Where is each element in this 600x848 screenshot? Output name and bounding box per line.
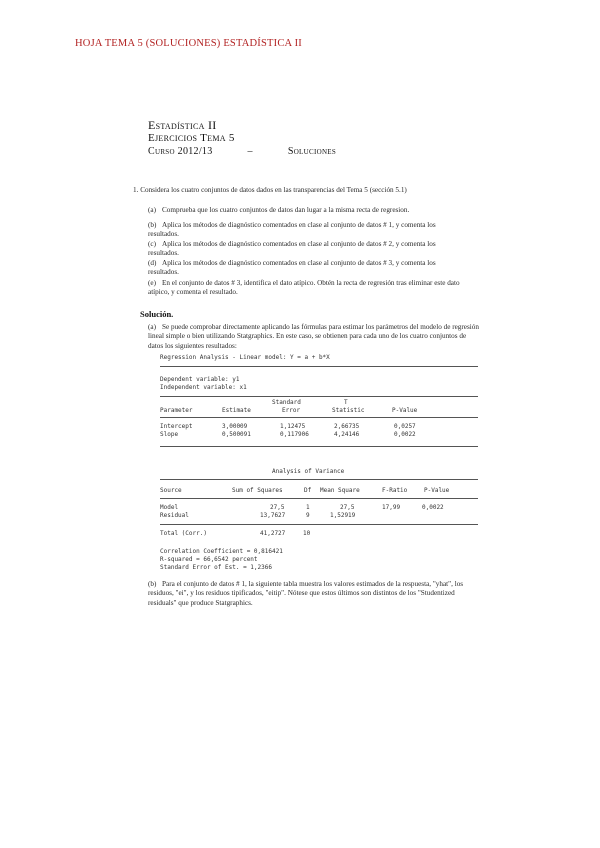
col-error: Error (282, 407, 301, 414)
item-label: (d) (148, 259, 157, 267)
table-row (160, 431, 478, 439)
solution-b (148, 580, 483, 608)
question-1: 1. Considera los cuatro conjuntos de datos dados en las transparencias del Tema 5 (sección 5.1) (133, 186, 407, 194)
table-row-total (160, 530, 478, 538)
anova-header (160, 487, 478, 495)
item-text: En el conjunto de datos # 3, identifica el dato atípico. Obtén la recta de regresión tras eliminar este dato atípico, y comenta el resultado. (148, 279, 460, 297)
coef-header (160, 407, 478, 415)
cell-ss: 41,2727 (260, 530, 286, 537)
stat-rsquared: R-squared = 66,6542 percent (160, 556, 258, 563)
question-item-c (148, 240, 468, 259)
solution-a-label: (a) (148, 323, 156, 331)
cell-f: 17,99 (382, 504, 401, 511)
divider (160, 366, 478, 367)
cell-estimate: 0,500091 (222, 431, 251, 438)
cell-statistic: 4,24146 (334, 431, 360, 438)
divider (160, 498, 478, 499)
item-text: Aplica los métodos de diagnóstico comentados en clase al conjunto de datos # 2, y comenta los resultados. (148, 240, 436, 258)
item-text: Comprueba que los cuatro conjuntos de datos dan lugar a la misma recta de regresion. (162, 206, 410, 214)
col-f: F-Ratio (382, 487, 408, 494)
item-text: Aplica los métodos de diagnóstico comentados en clase al conjunto de datos # 1, y comenta los resultados. (148, 221, 436, 239)
solution-a-text: Se puede comprobar directamente aplicando las fórmulas para estimar los parámetros del modelo de regresión lineal simple o bien utilizando Statgraphics. En este caso, se obtienen para cada uno de los cuatro conjuntos de datos los siguientes resultados: (148, 323, 479, 350)
cell-error: 0,117906 (280, 431, 309, 438)
cell-source: Total (Corr.) (160, 530, 207, 537)
solutions-label: Soluciones (287, 146, 337, 157)
cell-ss: 27,5 (270, 504, 285, 511)
solution-b-text: Para el conjunto de datos # 1, la siguiente tabla muestra los valores estimados de la respuesta, "yhat", los residuos, "ei", y los residuos tipificados, "eitip". Nótese que estos últimos son distintos de los "Studentized residuals" que produce Statgraphics. (148, 580, 464, 607)
cell-statistic: 2,66735 (334, 423, 360, 430)
divider (160, 479, 478, 480)
cell-estimate: 3,00009 (222, 423, 248, 430)
col-ms: Mean Square (320, 487, 360, 494)
col-estimate: Estimate (222, 407, 251, 414)
solution-b-label: (b) (148, 580, 157, 588)
independent-variable: Independent variable: x1 (160, 384, 247, 391)
table-row (160, 423, 478, 431)
solution-heading: Solución. (140, 309, 174, 319)
header-dash: – (247, 146, 253, 157)
col-parameter: Parameter (160, 407, 193, 414)
col-statistic: Statistic (332, 407, 365, 414)
col-ss: Sum of Squares (232, 487, 283, 494)
cell-df: 9 (306, 512, 310, 519)
cell-pvalue: 0,0257 (394, 423, 416, 430)
col-source: Source (160, 487, 182, 494)
course-year: Curso 2012/13 (148, 146, 213, 157)
item-label: (b) (148, 221, 157, 229)
stat-std-error: Standard Error of Est. = 1,2366 (160, 564, 272, 571)
item-label: (e) (148, 279, 156, 287)
divider (160, 396, 478, 397)
cell-source: Residual (160, 512, 189, 519)
table-row (160, 504, 478, 512)
cell-parameter: Intercept (160, 423, 193, 430)
divider (160, 446, 478, 447)
exercises-title: Ejercicios Tema 5 (148, 132, 235, 144)
table-row (160, 512, 478, 520)
question-item-b (148, 221, 468, 240)
course-title: Estadística II (148, 118, 217, 132)
header-t: T (344, 399, 348, 406)
col-p: P-Value (424, 487, 450, 494)
cell-df: 10 (303, 530, 311, 537)
cell-df: 1 (306, 504, 310, 511)
cell-p: 0,0022 (422, 504, 444, 511)
cell-pvalue: 0,0022 (394, 431, 416, 438)
anova-title: Analysis of Variance (272, 468, 345, 475)
cell-error: 1,12475 (280, 423, 306, 430)
cell-ms: 27,5 (340, 504, 355, 511)
col-pvalue: P-Value (392, 407, 418, 414)
question-item-d (148, 259, 468, 278)
item-text: Aplica los métodos de diagnóstico comentados en clase al conjunto de datos # 3, y comenta los resultados. (148, 259, 436, 277)
stat-correlation: Correlation Coefficient = 0,816421 (160, 548, 283, 555)
coef-header-top (160, 399, 478, 407)
header-standard: Standard (272, 399, 301, 406)
cell-parameter: Slope (160, 431, 179, 438)
course-year-line (148, 146, 336, 157)
item-label: (c) (148, 240, 156, 248)
dependent-variable: Dependent variable: y1 (160, 376, 240, 383)
cell-source: Model (160, 504, 179, 511)
divider (160, 417, 478, 418)
cell-ss: 13,7627 (260, 512, 286, 519)
solution-a (148, 323, 483, 351)
document-banner: HOJA TEMA 5 (SOLUCIONES) ESTADÍSTICA II (75, 38, 302, 49)
question-item-a (148, 206, 468, 215)
question-item-e (148, 279, 468, 298)
regression-title: Regression Analysis - Linear model: Y = a + b*X (160, 354, 330, 361)
item-label: (a) (148, 206, 156, 214)
col-df: Df (304, 487, 312, 494)
cell-ms: 1,52919 (330, 512, 356, 519)
divider (160, 524, 478, 525)
